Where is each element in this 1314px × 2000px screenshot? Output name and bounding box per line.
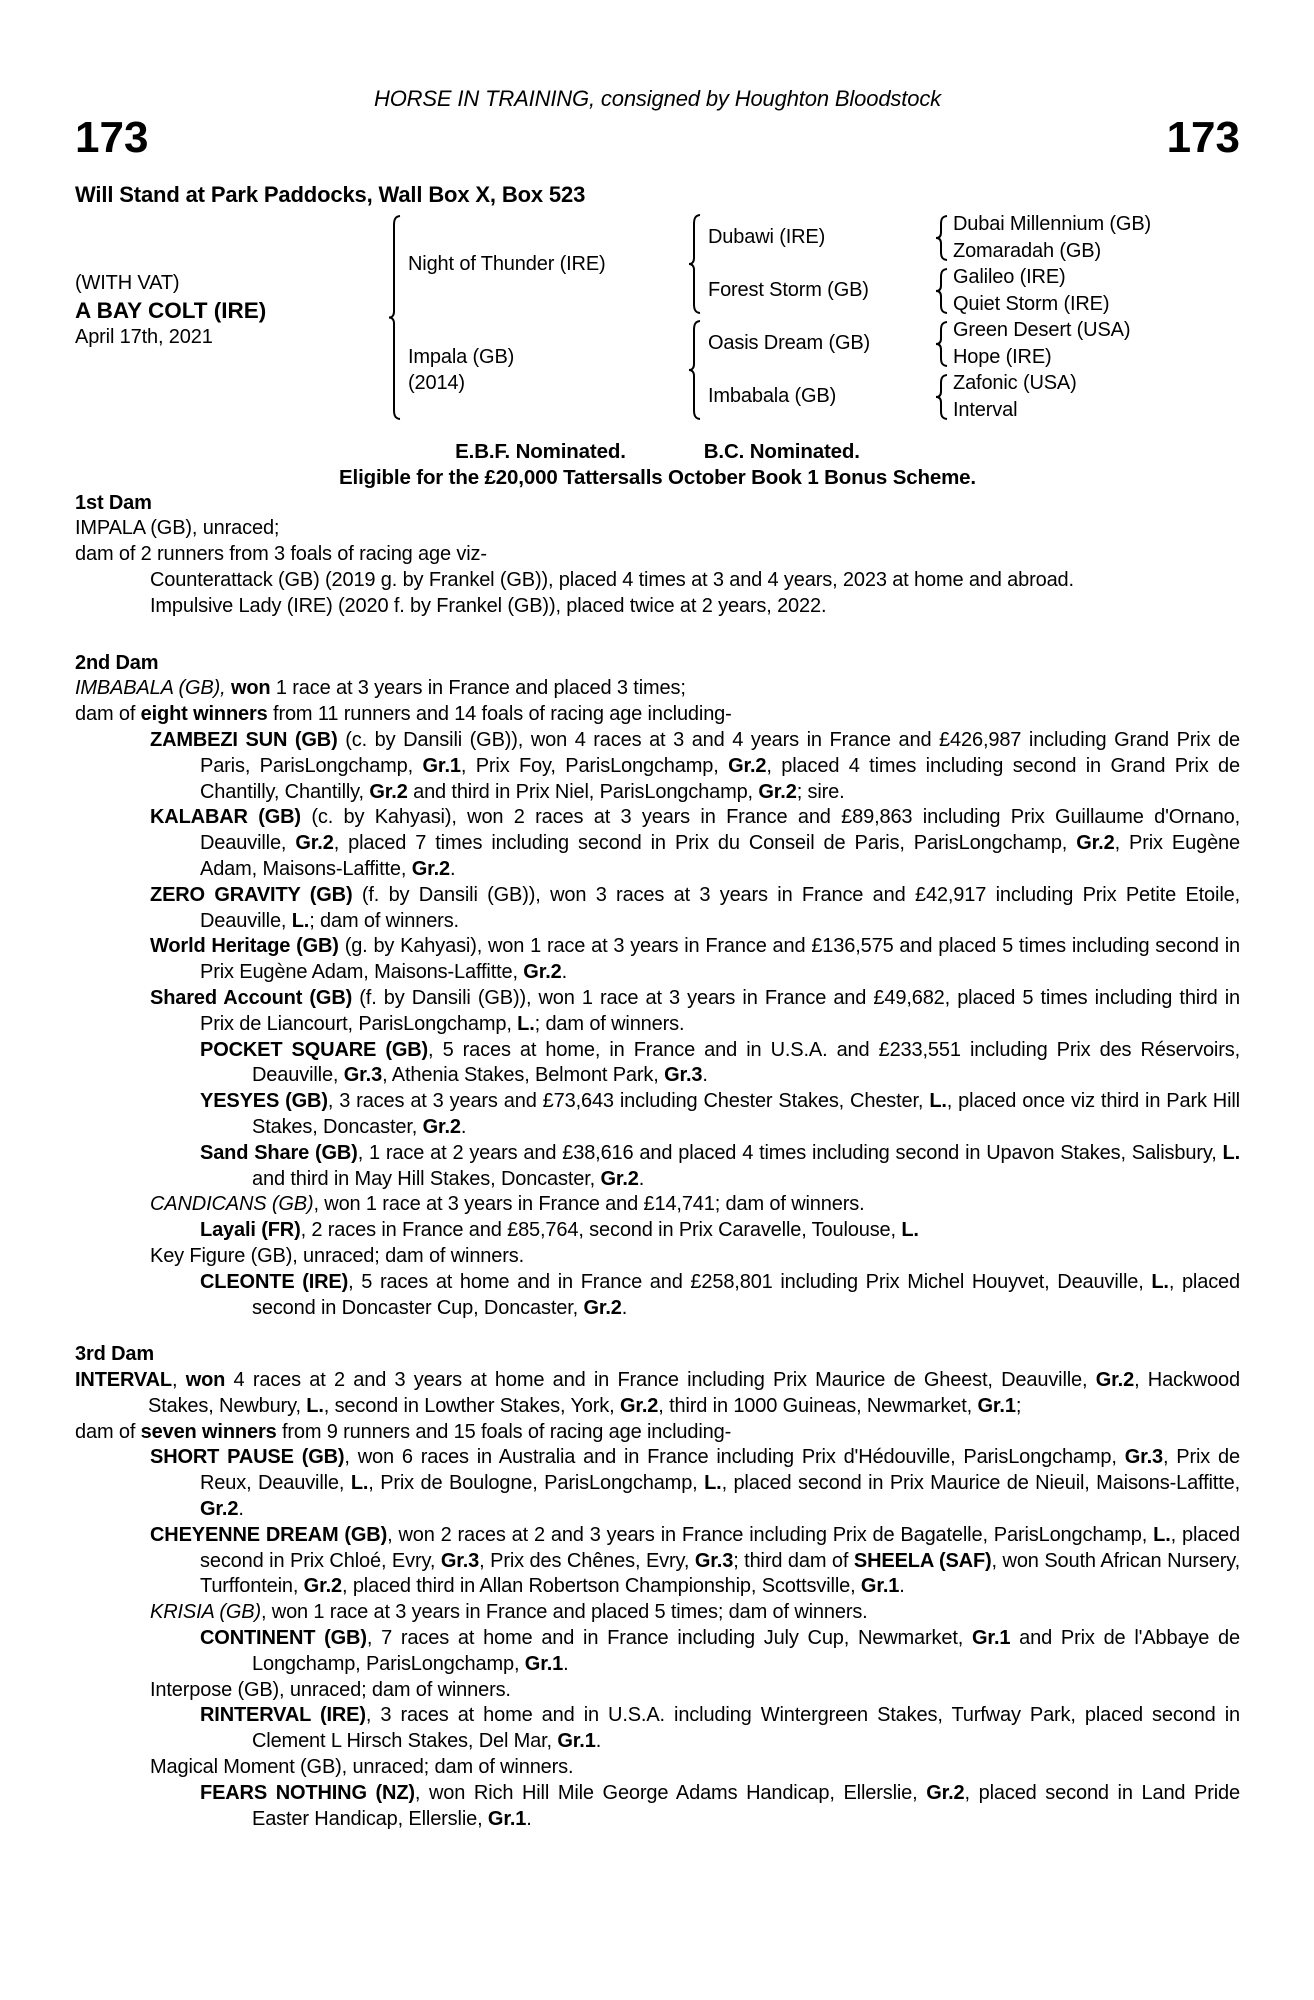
ancestor-name: Green Desert (USA) <box>953 319 1131 341</box>
text-run: L. <box>1222 1141 1241 1164</box>
text-run: , 2 races in France and £85,764, second in Prix Caravelle, Toulouse, <box>300 1219 902 1242</box>
text-run: L. <box>350 1472 369 1495</box>
text-run: 1 race at 3 years in France and placed 3 times; <box>275 677 686 700</box>
text-run: Gr.2 <box>583 1296 622 1319</box>
text-run: seven winners <box>140 1420 282 1443</box>
text-run: ; <box>1015 1394 1022 1417</box>
text-run: . <box>450 857 456 880</box>
ebf-nominated-label: E.B.F. Nominated. <box>455 440 626 463</box>
text-run: FEARS NOTHING (NZ) <box>200 1781 415 1804</box>
text-run: CLEONTE (IRE) <box>200 1270 349 1293</box>
sire-sire-parents <box>953 211 1151 264</box>
lot-number-right: 173 <box>1166 113 1240 162</box>
sire-sire-group <box>708 211 1151 264</box>
text-run: Gr.1 <box>860 1575 900 1598</box>
text-run: , won South African Nursery, Turffontein, <box>200 1549 1240 1598</box>
brace-generation-1-icon <box>380 215 408 420</box>
text-run: Gr.3 <box>343 1064 383 1087</box>
pedigree-tree <box>75 210 1240 424</box>
text-run: KRISIA (GB) <box>150 1601 261 1624</box>
dam-sire-group <box>708 317 1130 370</box>
catalogue-paragraph <box>75 1270 1240 1322</box>
catalogue-paragraph <box>75 1038 1240 1090</box>
sire-name: Night of Thunder (IRE) <box>408 252 606 275</box>
brace-sire-icon <box>680 214 708 314</box>
catalogue-paragraph <box>75 568 1240 594</box>
text-run: CHEYENNE DREAM (GB) <box>150 1523 388 1546</box>
text-run: ; sire. <box>796 780 845 803</box>
text-run: . <box>595 1730 602 1753</box>
text-run: , 5 races at home and in France and £258,801 including Prix Michel Houyvet, Deauville, <box>348 1270 1152 1293</box>
text-run: ZERO GRAVITY (GB) <box>150 883 362 906</box>
text-run: Gr.2 <box>600 1167 639 1190</box>
text-run: dam of 2 runners from 3 foals of racing age viz- <box>75 543 487 566</box>
text-run: 4 races at 2 and 3 years at home and in France including Prix Maurice de Gheest, Deauville, <box>233 1369 1096 1392</box>
text-run: SHORT PAUSE (GB) <box>150 1446 345 1469</box>
text-run: eight winners <box>140 703 274 726</box>
text-run: Gr.1 <box>422 754 461 777</box>
catalogue-paragraph <box>75 728 1240 805</box>
dam-dam-name: Imbabala (GB) <box>708 385 837 408</box>
text-run: L. <box>1151 1270 1169 1293</box>
text-run: Gr.2 <box>200 1498 239 1521</box>
text-run: , Hackwood Stakes, Newbury, <box>148 1369 1240 1417</box>
sire-group <box>408 211 1151 317</box>
text-run: L. <box>291 909 310 932</box>
nominations-line <box>75 439 1240 465</box>
ancestor-name: Zomaradah (GB) <box>953 239 1101 262</box>
bc-nominated-label: B.C. Nominated. <box>703 440 860 463</box>
stand-location-line: Will Stand at Park Paddocks, Wall Box X, Box 523 <box>75 182 586 207</box>
text-run: Gr.3 <box>440 1549 480 1572</box>
dam-sections <box>75 491 1240 1833</box>
dam-heading: 1st Dam <box>75 491 152 514</box>
text-run: won <box>230 677 276 700</box>
text-run: SHEELA (SAF) <box>853 1549 992 1572</box>
text-run: Gr.3 <box>694 1549 734 1572</box>
text-run: , Prix de Boulogne, ParisLongchamp, <box>368 1472 705 1495</box>
catalogue-paragraph <box>75 1781 1240 1833</box>
text-run: Gr.1 <box>487 1807 527 1830</box>
text-run: , Prix Eugène Adam, Maisons-Laffitte, <box>200 832 1240 880</box>
catalogue-paragraph <box>75 1626 1240 1678</box>
dam-parents-column <box>708 317 1130 423</box>
text-run: . <box>526 1807 532 1830</box>
text-run: won <box>185 1369 234 1392</box>
text-run: CANDICANS (GB) <box>150 1193 314 1216</box>
sire-dam-parents <box>953 264 1109 317</box>
dam-name <box>408 344 680 397</box>
catalogue-paragraph <box>75 594 1240 620</box>
text-run: from 11 runners and 14 foals of racing age including- <box>273 703 732 726</box>
text-run: Gr.2 <box>1095 1369 1135 1392</box>
text-run: L. <box>929 1090 947 1113</box>
ancestor-name: Zafonic (USA) <box>953 372 1077 394</box>
vat-note: (WITH VAT) <box>75 271 180 294</box>
sire-dam-group <box>708 264 1151 317</box>
text-run: Interpose (GB), unraced; dam of winners. <box>150 1678 511 1701</box>
text-run: L. <box>704 1472 722 1495</box>
catalogue-paragraph <box>75 1445 1240 1522</box>
text-run: ; third dam of <box>733 1549 854 1572</box>
catalogue-paragraph <box>75 542 1240 568</box>
dam-sire-parents <box>953 317 1130 370</box>
brace-sire-dam-icon <box>928 268 953 314</box>
dam-name-line: Impala (GB) <box>408 345 515 368</box>
text-run: (c. by Kahyasi), won 2 races at 3 years in France and £89,863 including Prix Guillaume d'Ornano, Deauville, <box>200 806 1240 855</box>
ancestor-name: Interval <box>953 398 1018 421</box>
text-run: KALABAR (GB) <box>150 806 312 829</box>
text-run: , Athenia Stakes, Belmont Park, <box>382 1064 665 1087</box>
ancestor-name: Quiet Storm (IRE) <box>953 292 1110 315</box>
catalogue-paragraph <box>75 1141 1240 1193</box>
sire-parents-column <box>708 211 1151 317</box>
text-run: World Heritage (GB) <box>150 935 345 958</box>
text-run: , placed once viz third in Park Hill Stakes, Doncaster, <box>252 1090 1240 1138</box>
text-run: L. <box>517 1012 535 1035</box>
text-run: , 1 race at 2 years and £38,616 and placed 4 times including second in Upavon Stakes, Salisbury, <box>357 1141 1223 1164</box>
foaling-date: April 17th, 2021 <box>75 325 213 348</box>
text-run: and third in May Hill Stakes, Doncaster, <box>252 1167 601 1190</box>
text-run: Magical Moment (GB), unraced; dam of winners. <box>150 1756 574 1779</box>
dam-year-line: (2014) <box>408 372 465 394</box>
text-run: , won 1 race at 3 years in France and £14,741; dam of winners. <box>313 1193 865 1216</box>
catalogue-paragraph <box>75 1244 1240 1270</box>
ancestor-name: Dubai Millennium (GB) <box>953 213 1152 235</box>
catalogue-paragraph <box>75 934 1240 986</box>
sire-sire-name: Dubawi (IRE) <box>708 226 826 249</box>
text-run: . <box>702 1064 708 1087</box>
text-run: (f. by Dansili (GB)), won 3 races at 3 years in France and £42,917 including Prix Petite Etoile, Deauville, <box>200 883 1241 932</box>
text-run: , third in 1000 Guineas, Newmarket, <box>658 1394 978 1417</box>
dam-sire-name: Oasis Dream (GB) <box>708 332 871 355</box>
catalogue-paragraph <box>75 1368 1240 1420</box>
text-run: , Prix Foy, ParisLongchamp, <box>460 754 729 777</box>
text-run: (c. by Dansili (GB)), won 4 races at 3 and 4 years in France and £426,987 including Grand Prix de Paris, ParisLongchamp, <box>200 728 1241 777</box>
consignment-header: HORSE IN TRAINING, consigned by Houghton Bloodstock <box>373 86 942 111</box>
text-run: , 5 races at home, in France and in U.S.A. and £233,551 including Prix des Réservoirs, Deauville, <box>252 1038 1240 1087</box>
text-run: Gr.1 <box>972 1627 1011 1650</box>
dam-section <box>75 491 1240 620</box>
text-run: Gr.1 <box>557 1730 596 1753</box>
text-run: dam of <box>75 1420 141 1443</box>
dam-section <box>75 1342 1240 1832</box>
text-run: Gr.3 <box>664 1064 703 1087</box>
text-run: Gr.2 <box>619 1394 659 1417</box>
text-run: . <box>460 1115 467 1138</box>
text-run: Sand Share (GB) <box>200 1141 358 1164</box>
text-run: Counterattack (GB) (2019 g. by Frankel (GB)), placed 4 times at 3 and 4 years, 2023 at home and abroad. <box>150 568 1074 591</box>
text-run: INTERVAL <box>75 1369 172 1392</box>
text-run: Gr.1 <box>524 1652 564 1675</box>
text-run: , 3 races at 3 years and £73,643 including Chester Stakes, Chester, <box>327 1090 930 1113</box>
catalogue-paragraph <box>75 986 1240 1038</box>
catalogue-paragraph <box>75 1218 1240 1244</box>
text-run: , 3 races at home and in U.S.A. including Wintergreen Stakes, Turfway Park, placed second in Clement L Hirsch Stakes, Del Mar, <box>252 1704 1240 1753</box>
text-run: Gr.2 <box>523 961 562 984</box>
text-run: and third in Prix Niel, ParisLongchamp, <box>407 780 759 803</box>
brace-dam-icon <box>680 320 708 420</box>
text-run: . <box>638 1167 645 1190</box>
text-run: , won 6 races in Australia and in France including Prix d'Hédouville, ParisLongchamp, <box>344 1446 1125 1469</box>
text-run: Gr.2 <box>758 780 797 803</box>
text-run: IMPALA (GB), unraced; <box>75 517 280 540</box>
text-run: Gr.2 <box>1076 832 1115 855</box>
text-run: L. <box>901 1219 919 1242</box>
text-run: Key Figure (GB), unraced; dam of winners. <box>150 1244 525 1267</box>
text-run: Gr.2 <box>411 857 451 880</box>
text-run: , won Rich Hill Mile George Adams Handicap, Ellerslie, <box>414 1781 927 1804</box>
catalogue-paragraph <box>75 516 1240 542</box>
text-run: Gr.1 <box>977 1394 1016 1417</box>
text-run: from 9 runners and 15 foals of racing age including- <box>281 1420 732 1443</box>
dam-group <box>408 317 1151 423</box>
text-run: L. <box>306 1394 324 1417</box>
text-run: . <box>899 1575 905 1598</box>
text-run: Gr.3 <box>1124 1446 1164 1469</box>
text-run: Gr.2 <box>303 1575 342 1598</box>
text-run: , Prix de Reux, Deauville, <box>200 1446 1240 1495</box>
dam-heading: 3rd Dam <box>75 1343 154 1366</box>
text-run: YESYES (GB) <box>200 1090 328 1113</box>
catalogue-paragraph <box>75 676 1240 702</box>
dam-section <box>75 651 1240 1322</box>
text-run: , placed second in Prix Chloé, Evry, <box>200 1523 1241 1572</box>
generation-1-column <box>408 211 1151 423</box>
text-run: (g. by Kahyasi), won 1 race at 3 years in France and £136,575 and placed 5 times including second in Prix Eugène Adam, Maisons-Laffitte, <box>200 935 1241 984</box>
text-run: RINTERVAL (IRE) <box>200 1704 366 1727</box>
nomination-labels <box>455 439 860 465</box>
catalogue-paragraph <box>75 1089 1240 1141</box>
text-run: CONTINENT (GB) <box>200 1627 367 1650</box>
lot-number-left: 173 <box>75 113 149 162</box>
dam-dam-parents <box>953 370 1077 423</box>
text-run: IMBABALA (GB), <box>75 677 231 700</box>
sire-dam-name: Forest Storm (GB) <box>708 279 869 302</box>
text-run: ; dam of winners. <box>534 1012 685 1035</box>
catalogue-paragraph <box>75 1755 1240 1781</box>
catalogue-paragraph <box>75 702 1240 728</box>
text-run: dam of <box>75 703 141 726</box>
catalogue-paragraph <box>75 1420 1240 1446</box>
lot-number-row <box>75 114 1240 162</box>
text-run: , won 2 races at 2 and 3 years in France including Prix de Bagatelle, ParisLongchamp, <box>387 1523 1154 1546</box>
text-run: Gr.2 <box>422 1115 461 1138</box>
ancestor-name: Galileo (IRE) <box>953 266 1066 288</box>
text-run: . <box>621 1296 628 1319</box>
ancestor-name: Hope (IRE) <box>953 345 1052 368</box>
text-run: Gr.2 <box>728 754 767 777</box>
text-run: Impulsive Lady (IRE) (2020 f. by Frankel (GB)), placed twice at 2 years, 2022. <box>150 594 827 617</box>
catalogue-paragraph <box>75 1600 1240 1626</box>
dam-dam-group <box>708 370 1130 423</box>
text-run: , placed 4 times including second in Grand Prix de Chantilly, Chantilly, <box>200 754 1240 803</box>
text-run: Gr.2 <box>369 780 408 803</box>
text-run: Gr.2 <box>926 1781 965 1804</box>
catalogue-paragraph <box>75 1523 1240 1600</box>
text-run: , placed second in Prix Maurice de Nieuil, Maisons-Laffitte, <box>721 1472 1240 1495</box>
text-run: , placed third in Allan Robertson Championship, Scottsville, <box>342 1575 861 1598</box>
brace-dam-sire-icon <box>928 321 953 367</box>
text-run: , placed 7 times including second in Prix du Conseil de Paris, ParisLongchamp, <box>333 832 1077 855</box>
catalogue-paragraph <box>75 1192 1240 1218</box>
text-run: , <box>171 1369 186 1392</box>
text-run: L. <box>1153 1523 1171 1546</box>
text-run: , placed second in Land Pride Easter Handicap, Ellerslie, <box>252 1781 1240 1830</box>
text-run: Layali (FR) <box>200 1219 301 1242</box>
brace-sire-sire-icon <box>928 215 953 261</box>
catalogue-paragraph <box>75 805 1240 882</box>
catalogue-paragraph <box>75 883 1240 935</box>
text-run: ; dam of winners. <box>309 909 459 932</box>
text-run: ZAMBEZI SUN (GB) <box>150 728 346 751</box>
catalogue-paragraph <box>75 1678 1240 1704</box>
text-run: . <box>563 1652 569 1675</box>
bonus-scheme-line: Eligible for the £20,000 Tattersalls October Book 1 Bonus Scheme. <box>339 465 976 489</box>
text-run: , placed second in Doncaster Cup, Doncaster, <box>252 1270 1240 1319</box>
text-run: (f. by Dansili (GB)), won 1 race at 3 years in France and £49,682, placed 5 times including third in Prix de Liancourt, ParisLongchamp, <box>200 986 1240 1035</box>
text-run: Gr.2 <box>295 832 334 855</box>
text-run: , won 1 race at 3 years in France and placed 5 times; dam of winners. <box>260 1601 868 1624</box>
pedigree-produce-info <box>75 270 380 351</box>
dam-heading: 2nd Dam <box>75 651 159 674</box>
text-run: POCKET SQUARE (GB) <box>200 1038 429 1061</box>
text-run: . <box>561 961 568 984</box>
text-run: and Prix de l'Abbaye de Longchamp, ParisLongchamp, <box>252 1627 1241 1675</box>
catalogue-paragraph <box>75 1703 1240 1755</box>
text-run: , second in Lowther Stakes, York, <box>323 1394 620 1417</box>
text-run: Shared Account (GB) <box>150 986 360 1009</box>
text-run: , Prix des Chênes, Evry, <box>479 1549 695 1572</box>
text-run: . <box>238 1498 244 1521</box>
brace-dam-dam-icon <box>928 374 953 420</box>
horse-name: A BAY COLT (IRE) <box>75 297 267 323</box>
text-run: , 7 races at home and in France including July Cup, Newmarket, <box>366 1627 973 1650</box>
